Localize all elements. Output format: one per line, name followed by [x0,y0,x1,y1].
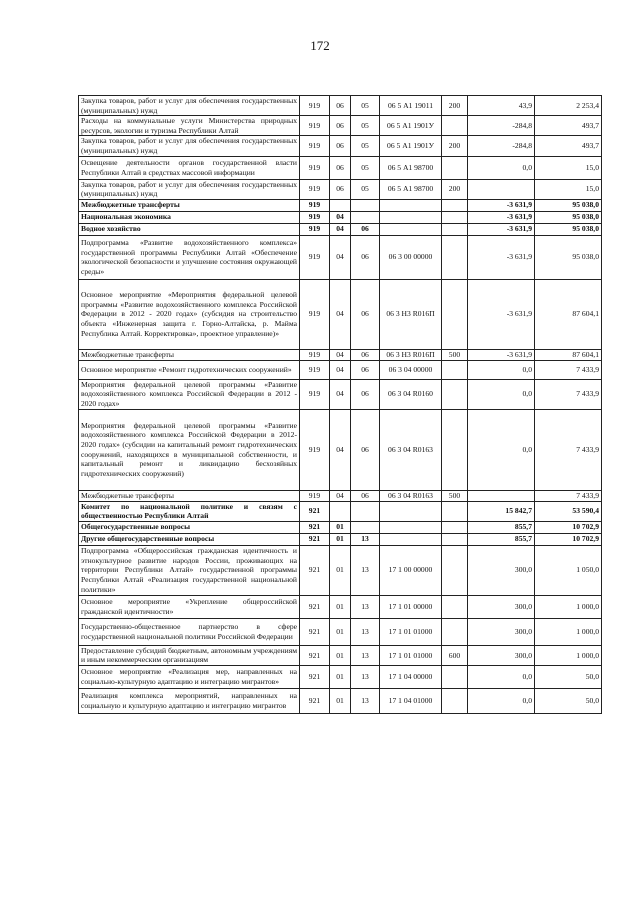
row-target-article [380,223,442,235]
row-name: Закупка товаров, работ и услуг для обеспечения государственных (муниципальных) нужд [79,136,300,156]
row-name: Закупка товаров, работ и услуг для обеспечения государственных (муниципальных) нужд [79,179,300,199]
row-expense-type: 600 [442,645,468,665]
row-change-amount: -284,8 [468,136,535,156]
row-section-code: 01 [330,688,351,713]
budget-table [78,95,602,714]
table-row [79,618,602,645]
row-subsection-code [351,501,380,521]
table-row [79,545,602,595]
row-change-amount: 0,0 [468,156,535,179]
row-expense-type [442,279,468,349]
row-change-amount: 0,0 [468,665,535,688]
row-total-amount: 493,7 [535,136,602,156]
table-row [79,360,602,379]
row-name: Мероприятия федеральной целевой программы «Развитие водохозяйственного комплекса Российской Федерации в 2012 - 2020 годах» [79,379,300,409]
row-section-code: 06 [330,156,351,179]
row-name: Другие общегосударственные вопросы [79,533,300,545]
row-name: Государственно-общественное партнерство в сфере государственной национальной политики Российской Федерации [79,618,300,645]
row-expense-type: 500 [442,490,468,501]
row-admin-code: 919 [300,235,330,279]
row-admin-code: 921 [300,688,330,713]
row-subsection-code: 13 [351,645,380,665]
table-row [79,235,602,279]
row-change-amount: 0,0 [468,360,535,379]
row-section-code [330,199,351,211]
row-change-amount: 855,7 [468,521,535,533]
row-subsection-code: 06 [351,409,380,490]
row-total-amount: 10 702,9 [535,533,602,545]
row-expense-type [442,409,468,490]
row-target-article: 06 5 А1 98700 [380,179,442,199]
row-admin-code: 921 [300,618,330,645]
row-expense-type [442,223,468,235]
row-total-amount: 493,7 [535,116,602,136]
table-row [79,279,602,349]
row-admin-code: 919 [300,199,330,211]
row-target-article: 06 3 Н3 R016П [380,349,442,360]
row-name: Водное хозяйство [79,223,300,235]
row-section-code: 01 [330,521,351,533]
row-change-amount: 0,0 [468,409,535,490]
row-total-amount: 87 604,1 [535,279,602,349]
row-expense-type [442,379,468,409]
row-section-code: 01 [330,595,351,618]
row-admin-code: 919 [300,379,330,409]
row-section-code: 04 [330,409,351,490]
row-section-code: 04 [330,211,351,223]
row-total-amount: 1 000,0 [535,618,602,645]
row-admin-code: 921 [300,521,330,533]
row-name: Межбюджетные трансферты [79,490,300,501]
row-name: Национальная экономика [79,211,300,223]
row-change-amount: 15 842,7 [468,501,535,521]
row-target-article: 17 1 04 01000 [380,688,442,713]
row-admin-code: 921 [300,665,330,688]
row-change-amount: 0,0 [468,688,535,713]
row-subsection-code: 13 [351,618,380,645]
row-section-code: 04 [330,235,351,279]
table-row [79,665,602,688]
row-section-code: 04 [330,279,351,349]
row-subsection-code: 06 [351,490,380,501]
row-total-amount: 7 433,9 [535,360,602,379]
row-expense-type [442,199,468,211]
row-subsection-code [351,521,380,533]
row-total-amount: 1 000,0 [535,595,602,618]
table-row [79,96,602,116]
row-admin-code: 919 [300,96,330,116]
row-total-amount: 95 038,0 [535,223,602,235]
row-name: Подпрограмма «Общероссийская гражданская идентичность и этнокультурное развитие народов России, проживающих на территории Республики Алтай» государственной программы Республики Алтай «Реализация государственной национальной политики» [79,545,300,595]
row-subsection-code: 13 [351,533,380,545]
table-row [79,136,602,156]
row-section-code: 01 [330,645,351,665]
row-expense-type [442,665,468,688]
row-total-amount: 1 050,0 [535,545,602,595]
row-expense-type: 200 [442,179,468,199]
row-target-article: 06 5 А1 1901У [380,116,442,136]
row-total-amount: 50,0 [535,688,602,713]
row-section-code: 01 [330,533,351,545]
row-admin-code: 919 [300,116,330,136]
row-subsection-code: 13 [351,688,380,713]
row-expense-type [442,688,468,713]
row-change-amount: -3 631,9 [468,279,535,349]
table-row [79,501,602,521]
row-section-code [330,501,351,521]
row-name: Межбюджетные трансферты [79,199,300,211]
row-target-article: 06 3 04 R0163 [380,409,442,490]
row-name: Основное мероприятие «Ремонт гидротехнических сооружений» [79,360,300,379]
row-subsection-code: 05 [351,96,380,116]
row-name: Основное мероприятие «Укрепление общероссийской гражданской идентичности» [79,595,300,618]
row-subsection-code: 05 [351,156,380,179]
row-admin-code: 921 [300,501,330,521]
row-target-article: 06 3 04 00000 [380,360,442,379]
table-row [79,116,602,136]
row-change-amount: 855,7 [468,533,535,545]
row-change-amount: 300,0 [468,595,535,618]
row-admin-code: 919 [300,279,330,349]
row-subsection-code: 05 [351,179,380,199]
row-target-article [380,521,442,533]
row-name: Мероприятия федеральной целевой программы «Развитие водохозяйственного комплекса Российской Федерации в 2012-2020 годах» (субсидии на капитальный ремонт гидротехнических сооружений, находящихся в муниципальной собственности, и капитальный ремонт и ликвидацию бесхозяйных гидротехнических сооружений) [79,409,300,490]
row-total-amount: 95 038,0 [535,211,602,223]
row-total-amount: 15,0 [535,156,602,179]
row-subsection-code [351,199,380,211]
row-subsection-code: 06 [351,235,380,279]
row-subsection-code: 06 [351,349,380,360]
row-target-article: 06 3 04 R0163 [380,490,442,501]
row-total-amount: 95 038,0 [535,235,602,279]
row-target-article: 17 1 01 01000 [380,645,442,665]
table-row [79,156,602,179]
table-row [79,595,602,618]
row-admin-code: 919 [300,360,330,379]
row-change-amount [468,490,535,501]
table-row [79,409,602,490]
row-expense-type [442,360,468,379]
row-admin-code: 919 [300,211,330,223]
row-admin-code: 921 [300,645,330,665]
row-change-amount [468,179,535,199]
row-total-amount: 50,0 [535,665,602,688]
row-section-code: 04 [330,349,351,360]
row-admin-code: 919 [300,136,330,156]
row-total-amount: 2 253,4 [535,96,602,116]
row-total-amount: 87 604,1 [535,349,602,360]
row-name: Комитет по национальной политике и связям с общественностью Республики Алтай [79,501,300,521]
row-change-amount: 0,0 [468,379,535,409]
row-section-code: 01 [330,545,351,595]
table-row [79,179,602,199]
row-subsection-code [351,211,380,223]
row-section-code: 06 [330,96,351,116]
table-row [79,521,602,533]
row-admin-code: 919 [300,179,330,199]
row-name: Основное мероприятие «Реализация мер, направленных на социально-культурную адаптацию и интеграцию мигрантов» [79,665,300,688]
row-subsection-code: 06 [351,360,380,379]
row-admin-code: 919 [300,223,330,235]
row-expense-type: 200 [442,136,468,156]
table-row [79,688,602,713]
row-target-article [380,199,442,211]
row-expense-type [442,501,468,521]
row-change-amount: 43,9 [468,96,535,116]
row-section-code: 01 [330,618,351,645]
row-target-article: 17 1 00 00000 [380,545,442,595]
row-expense-type: 500 [442,349,468,360]
row-expense-type [442,235,468,279]
row-section-code: 06 [330,179,351,199]
row-expense-type [442,533,468,545]
row-name: Предоставление субсидий бюджетным, автономным учреждениям и иным некоммерческим организациям [79,645,300,665]
row-change-amount: -3 631,9 [468,223,535,235]
table-row [79,199,602,211]
row-total-amount: 1 000,0 [535,645,602,665]
row-admin-code: 921 [300,595,330,618]
row-section-code: 04 [330,379,351,409]
row-target-article: 06 3 00 00000 [380,235,442,279]
row-section-code: 06 [330,136,351,156]
row-change-amount: 300,0 [468,618,535,645]
table-row [79,533,602,545]
table-row [79,349,602,360]
row-name: Межбюджетные трансферты [79,349,300,360]
row-expense-type: 200 [442,96,468,116]
row-expense-type [442,116,468,136]
row-name: Общегосударственные вопросы [79,521,300,533]
table-row [79,490,602,501]
table-row [79,379,602,409]
row-admin-code: 919 [300,490,330,501]
row-total-amount: 7 433,9 [535,409,602,490]
row-target-article: 17 1 04 00000 [380,665,442,688]
row-change-amount: -3 631,9 [468,349,535,360]
row-change-amount: 300,0 [468,545,535,595]
row-name: Подпрограмма «Развитие водохозяйственного комплекса» государственной программы Республики Алтай «Обеспечение экологической безопасности и улучшение состояния окружающей среды» [79,235,300,279]
table-row [79,645,602,665]
row-section-code: 04 [330,490,351,501]
row-name: Реализация комплекса мероприятий, направленных на социальную и культурную адаптацию и интеграцию мигрантов [79,688,300,713]
row-admin-code: 919 [300,409,330,490]
row-name: Основное мероприятие «Мероприятия федеральной целевой программы «Развитие водохозяйственного комплекса Российской Федерации в 2012 - 2020 годах» (субсидия на строительство объекта «Инженерная защита г. Горно-Алтайска, р. Майма Республика Алтай. Корректировка», проектное управление)» [79,279,300,349]
row-target-article [380,533,442,545]
row-expense-type [442,521,468,533]
row-total-amount: 10 702,9 [535,521,602,533]
row-admin-code: 919 [300,349,330,360]
row-expense-type [442,156,468,179]
row-section-code: 04 [330,360,351,379]
row-expense-type [442,211,468,223]
row-name: Закупка товаров, работ и услуг для обеспечения государственных (муниципальных) нужд [79,96,300,116]
table-row [79,211,602,223]
row-subsection-code: 05 [351,136,380,156]
row-change-amount: -284,8 [468,116,535,136]
row-name: Расходы на коммунальные услуги Министерства природных ресурсов, экологии и туризма Республики Алтай [79,116,300,136]
row-subsection-code: 05 [351,116,380,136]
row-change-amount: -3 631,9 [468,199,535,211]
row-change-amount: 300,0 [468,645,535,665]
row-change-amount: -3 631,9 [468,235,535,279]
row-total-amount: 7 433,9 [535,379,602,409]
row-target-article: 06 5 А1 19011 [380,96,442,116]
row-section-code: 06 [330,116,351,136]
row-target-article [380,211,442,223]
row-target-article: 06 5 А1 1901У [380,136,442,156]
row-name: Освещение деятельности органов государственной власти Республики Алтай в средствах массовой информации [79,156,300,179]
row-expense-type [442,595,468,618]
row-subsection-code: 13 [351,665,380,688]
row-expense-type [442,545,468,595]
row-target-article: 17 1 01 00000 [380,595,442,618]
table-row [79,223,602,235]
row-change-amount: -3 631,9 [468,211,535,223]
row-total-amount: 15,0 [535,179,602,199]
row-target-article [380,501,442,521]
row-expense-type [442,618,468,645]
row-total-amount: 95 038,0 [535,199,602,211]
row-subsection-code: 06 [351,379,380,409]
page-number: 172 [310,38,330,53]
row-admin-code: 921 [300,533,330,545]
row-subsection-code: 13 [351,595,380,618]
row-subsection-code: 13 [351,545,380,595]
row-target-article: 17 1 01 01000 [380,618,442,645]
row-target-article: 06 3 04 R0160 [380,379,442,409]
row-target-article: 06 3 Н3 R016П [380,279,442,349]
row-subsection-code: 06 [351,279,380,349]
row-admin-code: 919 [300,156,330,179]
row-total-amount: 7 433,9 [535,490,602,501]
row-target-article: 06 5 А1 98700 [380,156,442,179]
row-admin-code: 921 [300,545,330,595]
row-section-code: 01 [330,665,351,688]
row-subsection-code: 06 [351,223,380,235]
row-section-code: 04 [330,223,351,235]
row-total-amount: 53 590,4 [535,501,602,521]
